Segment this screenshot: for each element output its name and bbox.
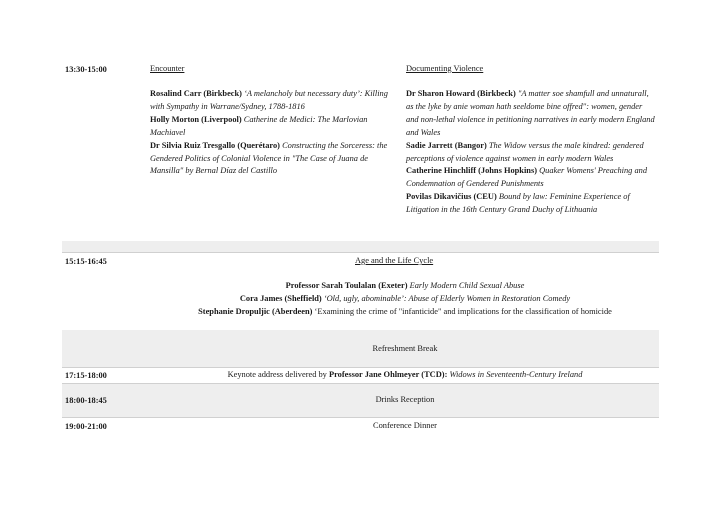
entry xyxy=(406,88,656,140)
documenting-panel xyxy=(406,88,656,217)
talk-title: ‘A melancholy but necessary duty’: Killing with Sympathy in Warrane/Sydney, 1788-1816 xyxy=(150,89,388,111)
speaker: Cora James (Sheffield) xyxy=(239,293,322,303)
talk-title: ‘Old, ugly, abominable’: Abuse of Elderly Women in Restoration Comedy xyxy=(323,293,571,303)
keynote-prefix: Keynote address delivered by xyxy=(227,370,329,379)
talk-title: The Widow versus the male kindred: gendered perceptions of violence against women in early modern Wales xyxy=(406,140,644,163)
session-time: 13:30-15:00 xyxy=(65,65,107,74)
row-divider xyxy=(62,417,659,418)
entry xyxy=(406,191,656,217)
talk-title: ‘Examining the crime of "infanticide" and implications for the classification of homicide xyxy=(314,306,612,316)
speaker: Rosalind Carr (Birkbeck) xyxy=(150,89,242,98)
panel-title-age: Age and the Life Cycle xyxy=(355,256,434,265)
age-panel xyxy=(150,280,660,319)
entry xyxy=(150,280,660,293)
panel-title-encounter: Encounter xyxy=(150,64,185,73)
talk-title: Widows in Seventeenth-Century Ireland xyxy=(449,370,583,379)
keynote-line xyxy=(150,369,660,382)
speaker: Povilas Dikavičius (CEU) xyxy=(406,192,497,202)
talk-title: Quaker Womens' Preaching and Condemnation of Gendered Punishments xyxy=(406,166,648,189)
entry xyxy=(150,293,660,306)
entry xyxy=(406,140,656,166)
speaker: Sadie Jarrett (Bangor) xyxy=(406,140,487,150)
drinks-label: Drinks Reception xyxy=(375,395,435,404)
session-time: 18:00-18:45 xyxy=(65,396,107,405)
speaker: Dr Sharon Howard (Birkbeck) xyxy=(406,89,516,98)
dinner-label: Conference Dinner xyxy=(373,421,437,430)
entry xyxy=(406,165,656,191)
entry xyxy=(150,88,398,114)
session-time: 19:00-21:00 xyxy=(65,422,107,431)
speaker: Professor Sarah Toulalan (Exeter) xyxy=(285,281,408,290)
row-divider-shade xyxy=(62,241,659,252)
talk-title: Early Modern Child Sexual Abuse xyxy=(409,281,525,290)
speaker: Stephanie Dropuljic (Aberdeen) xyxy=(198,306,313,316)
entry xyxy=(150,306,660,319)
break-label: Refreshment Break xyxy=(372,344,438,353)
row-divider xyxy=(62,367,659,368)
panel-title-documenting: Documenting Violence xyxy=(406,64,484,73)
session-time: 15:15-16:45 xyxy=(65,257,107,266)
talk-title: Constructing the Sorceress: the Gendered Politics of Colonial Violence in "The Case of Juana de Mansilla" by Bernal Díaz del Castillo xyxy=(150,140,388,176)
speaker: Professor Jane Ohlmeyer (TCD): xyxy=(328,370,448,379)
talk-title: "A matter soe shamfull and unnaturall, as the lyke by anie woman hath seeldome bine offred": women, gender and non-lethal violence in petitioning narratives in early modern England and Wales xyxy=(406,89,655,137)
entry xyxy=(150,114,398,140)
session-time: 17:15-18:00 xyxy=(65,371,107,380)
speaker: Dr Silvia Ruiz Tresgallo (Querétaro) xyxy=(150,140,280,150)
talk-title: Bound by law: Feminine Experience of Litigation in the 16th Century Grand Duchy of Lithuania xyxy=(406,192,630,215)
speaker: Holly Morton (Liverpool) xyxy=(150,114,242,124)
row-divider xyxy=(62,252,659,253)
encounter-panel xyxy=(150,88,398,178)
talk-title: Catherine de Medici: The Marlovian Machiavel xyxy=(150,114,368,137)
speaker: Catherine Hinchliff (Johns Hopkins) xyxy=(406,166,537,176)
entry xyxy=(150,140,398,179)
